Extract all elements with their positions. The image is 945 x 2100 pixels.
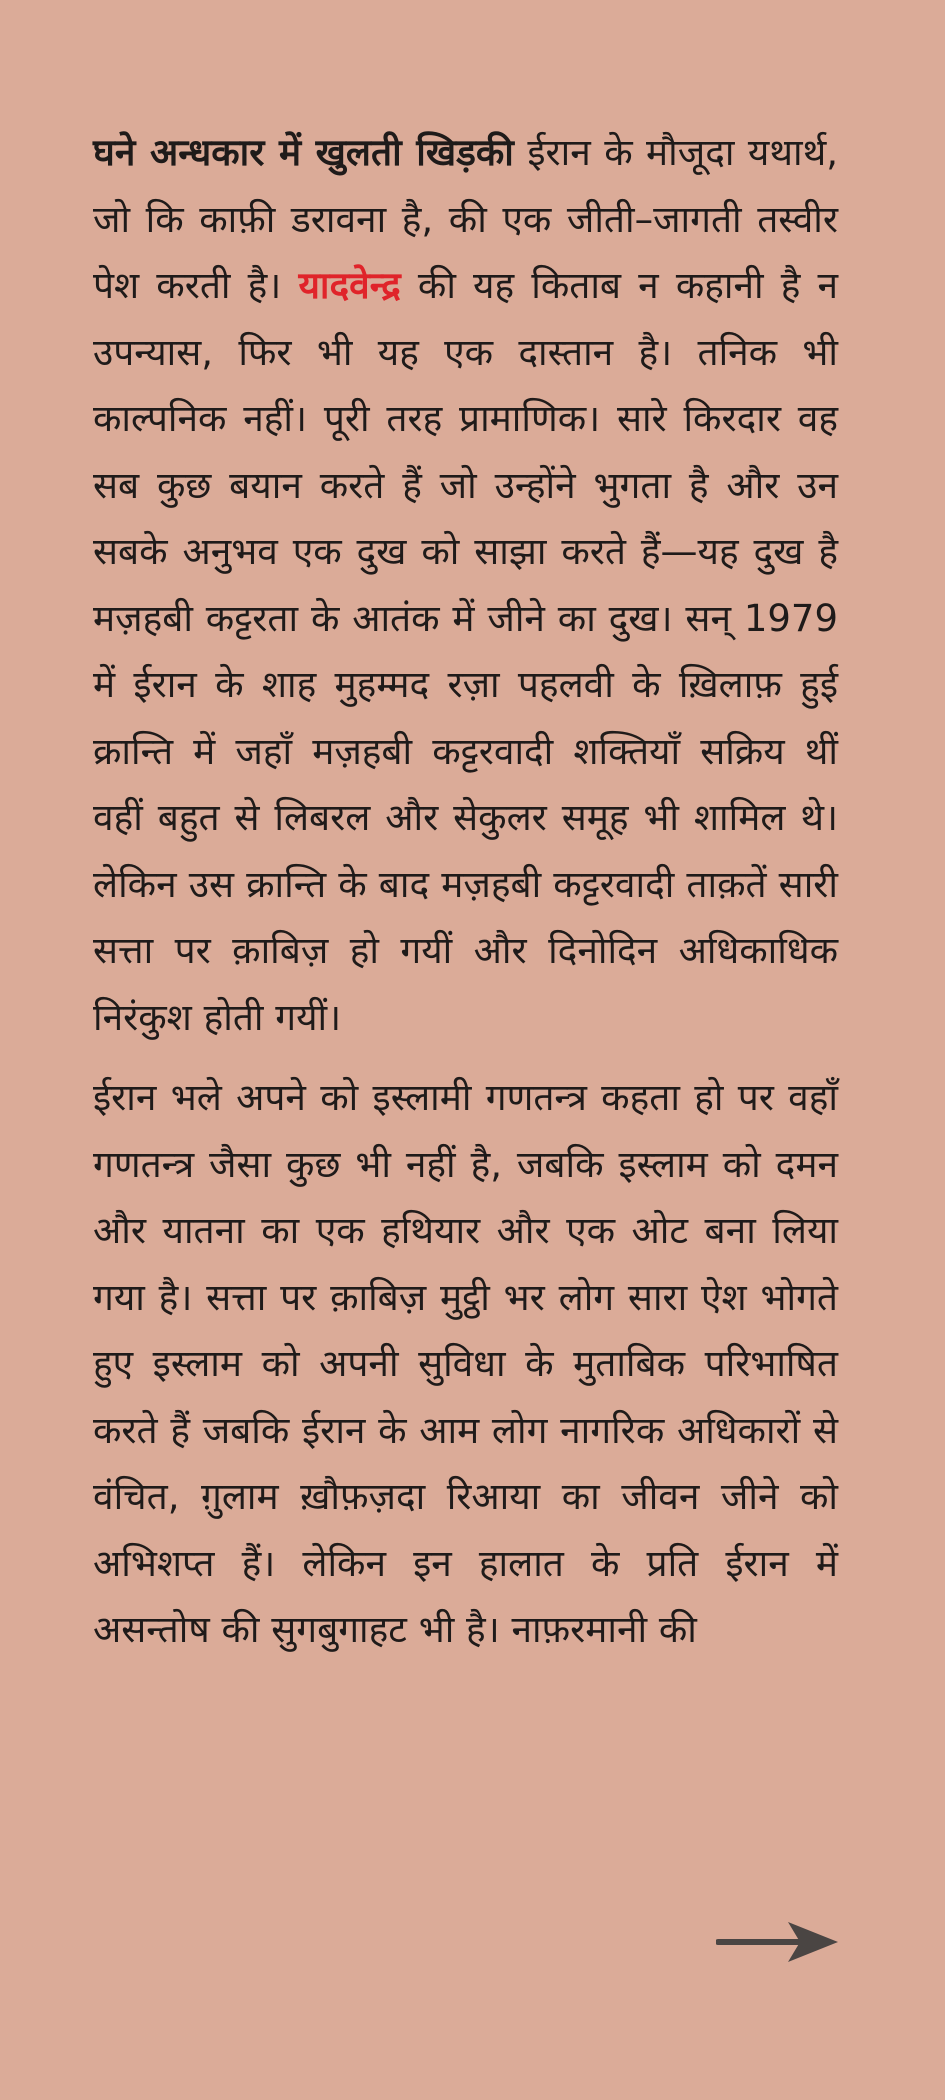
blurb-text	[93, 120, 838, 1664]
paragraph-1	[93, 120, 838, 1051]
book-title: घने अन्धकार में खुलती खिड़की	[93, 131, 514, 174]
author-name: यादवेन्द्र	[298, 264, 401, 307]
paragraph-1-text-b: की यह किताब न कहानी है न उपन्यास, फिर भी यह एक दास्तान है। तनिक भी काल्पनिक नहीं। पूरी तरह प्रामाणिक। सारे किरदार वह सब कुछ बयान करते हैं जो उन्होंने भुगता है और उन सबके अनुभव एक दुख को साझा करते हैं—यह दुख है मज़हबी कट्टरता के आतंक में जीने का दुख। सन् 1979 में ईरान के शाह मुहम्मद रज़ा पहलवी के ख़िलाफ़ हुई क्रान्ति में जहाँ मज़हबी कट्टरवादी शक्तियाँ सक्रिय थीं वहीं बहुत से लिबरल और सेकुलर समूह भी शामिल थे। लेकिन उस क्रान्ति के बाद मज़हबी कट्टरवादी ताक़तें सारी सत्ता पर क़ाबिज़ हो गयीं और दिनोदिन अधिकाधिक निरंकुश होती गयीं।	[93, 264, 839, 1039]
right-arrow-icon[interactable]	[716, 1918, 840, 1966]
paragraph-1-text-a: ईरान के मौजूदा यथार्थ, जो कि काफ़ी डरावना है, की एक जीती–जागती तस्वीर पेश करती है।	[93, 131, 838, 307]
paragraph-2: ईरान भले अपने को इस्लामी गणतन्त्र कहता हो पर वहाँ गणतन्त्र जैसा कुछ भी नहीं है, जबकि इस्लाम को दमन और यातना का एक हथियार और एक ओट बना लिया गया है। सत्ता पर क़ाबिज़ मुट्ठी भर लोग सारा ऐश भोगते हुए इस्लाम को अपनी सुविधा के मुताबिक परिभाषित करते हैं जबकि ईरान के आम लोग नागरिक अधिकारों से वंचित, ग़ुलाम ख़ौफ़ज़दा रिआया का जीवन जीने को अभिशप्त हैं। लेकिन इन हालात के प्रति ईरान में असन्तोष की सुगबुगाहट भी है। नाफ़रमानी की	[93, 1076, 838, 1651]
